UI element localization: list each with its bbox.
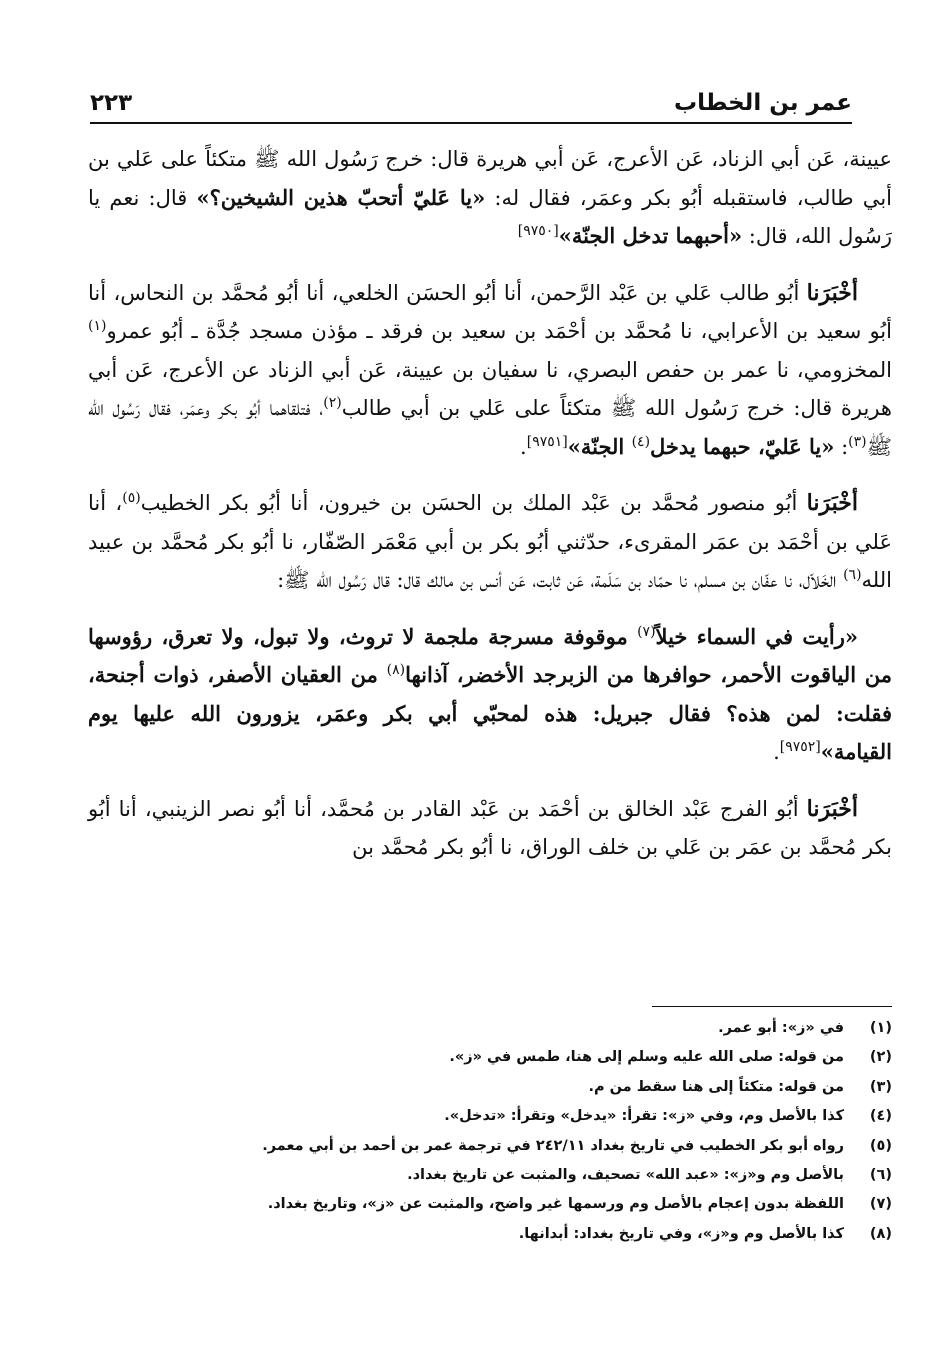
text-run: أبُو منصور مُحمَّد بن عَبْد الملك بن الحسَن بن خيرون، أنا أبُو بكر الخطيب [140,491,807,515]
hadith-number: [٩٧٥٢] [779,739,821,755]
hadith-quote: الجنّة» [567,433,632,459]
footnote-number: (٨) [869,1225,892,1242]
text-run: . [520,434,527,459]
paragraph-2 [88,274,892,467]
footnote [88,1014,892,1043]
footnote-marker: (١) [88,318,107,334]
footnote [88,1190,892,1219]
footnote [88,1220,892,1249]
footnote-marker: (٣) [848,433,867,450]
chain-opener: أخْبَرَنا [806,490,858,516]
page-header [90,72,852,124]
text-run: عيينة، عَن أبي الزناد، عَن الأعرج، عَن أبي هريرة قال: خرج رَسُول الله ﷺ متكئاً على عَلي بن أبي طالب، فاستقبله أبُو بكر وعمَر، فقال له: [88,147,892,210]
footnote-marker: (٥) [122,490,141,506]
footnote-marker: (٦) [843,567,862,583]
text-run: الخَلاّل، نا عفّان بن مسلم، نا حمّاد بن سَلَمة، عَن ثابت، عَن أنس بن مالك قال: قال رَسُول الله ﷺ: [277,568,844,592]
footnote-text: اللفظة بدون إعجام بالأصل وم ورسمها غير واضح، والمثبت عن «ز»، وتاريخ بغداد. [267,1196,844,1213]
page-number: ٢٢٣ [90,90,133,116]
main-text [88,140,892,885]
footnote-text: من قوله: متكئاً إلى هنا سقط من م. [588,1078,844,1095]
text-run: : [834,434,849,459]
footnote-marker: (٢) [323,395,342,411]
text-run: ، أنا عَلي بن أحْمَد بن عمَر المقرىء، حدّثني أبُو بكر بن أبي مَعْمَر الصّفّار، نا أبُو بكر مُحمَّد بن عبيد الله [88,491,892,592]
paragraph-5 [88,790,892,867]
footnote [88,1043,892,1072]
footnote-number: (٣) [869,1078,892,1095]
text-run: أبُو الفرج عَبْد الخالق بن أحْمَد بن عَبْد القادر بن مُحمَّد، أنا أبُو نصر الزينبي، أنا أبُو بكر مُحمَّد بن عمَر بن عَلي بن خلف الوراق، نا أبُو بكر مُحمَّد بن [88,796,892,859]
footnote-marker: (٤) [631,433,651,450]
footnote-text: بالأصل وم و«ز»: «عبد الله» تصحيف، والمثبت عن تاريخ بغداد. [407,1167,844,1184]
text-run: قال: نعم يا رَسُول الله، قال: [88,185,892,248]
footnote [88,1161,892,1190]
footnote-number: (١) [869,1020,892,1036]
footnote-number: (٤) [869,1108,892,1125]
footnote [88,1132,892,1161]
footnote-text: رواه أبو بكر الخطيب في تاريخ بغداد ٢٤٢/١١ في ترجمة عمر بن أحمد بن أبي معمر. [262,1137,844,1154]
footnote [88,1073,892,1102]
text-run: . [773,740,780,764]
text-run: ، فتلقاهما أبُو بكر وعمَر، فقال رَسُول الله ﷺ [88,396,892,459]
footnote-marker: (٧) [637,623,656,640]
footnote-marker: (٨) [386,662,406,678]
footnote-text: كذا بالأصل وم، وفي «ز»: تقرأ: «يدخل» وتقرأ: «تدخل». [444,1108,844,1125]
running-title: عمر بن الخطاب [673,90,852,116]
footnotes [88,1014,892,1249]
hadith-quote: «رأيت في السماء خيلاً [655,623,858,649]
hadith-number: [٩٧٥٠] [517,223,559,239]
chain-opener: أخْبَرَنا [806,795,858,822]
footnote-separator [652,1006,892,1007]
footnote-text: في «ز»: أبو عمر. [718,1020,844,1036]
chain-opener: أخْبَرَنا [806,279,858,306]
hadith-quote: «يا عَليّ أتحبّ هذين الشيخين؟» [196,184,486,210]
hadith-quote: من العقيان الأصفر، ذوات أجنحة، فقلت: لمن هذه؟ فقال جبريل: هذه لمحبّي أبي بكر وعمَر، يزورون الله عليها يوم القيامة» [88,662,892,764]
footnote-number: (٥) [869,1137,892,1154]
footnote [88,1102,892,1131]
paragraph-1 [88,140,892,256]
footnote-number: (٢) [869,1049,892,1066]
hadith-quote: «يا عَليّ، حبهما يدخل [650,433,835,459]
hadith-number: [٩٧٥١] [526,433,568,450]
text-run: المخزومي، نا عمر بن حفص البصري، نا سفيان بن عيينة، عَن أبي الزناد عن الأعرج، عَن أبي هريرة قال: خرج رَسُول الله ﷺ متكئاً على عَلي بن أبي طالب [88,357,892,420]
text-run: أبُو طالب عَلي بن عَبْد الرَّحمن، أنا أبُو الحسَن الخلعي، أنا أبُو مُحمَّد بن النحاس، أنا أبُو سعيد بن الأعرابي، نا مُحمَّد بن أحْمَد بن سعيد بن فرقد ـ مؤذن مسجد جُدَّة ـ أبُو عمرو [88,280,892,343]
footnote-number: (٦) [869,1167,892,1184]
footnote-text: كذا بالأصل وم و«ز»، وفي تاريخ بغداد: أبدانها. [518,1225,844,1242]
footnote-number: (٧) [869,1196,892,1213]
hadith-quote: «أحبهما تدخل الجنّة» [558,223,743,248]
hadith-quote: موقوفة مسرجة ملجمة لا تروث، ولا تبول، ولا تعرق، رؤوسها من الياقوت الأحمر، حوافرها من الزبرجد الأخضر، آذانها [88,623,893,687]
footnote-text: من قوله: صلى الله عليه وسلم إلى هنا، طمس في «ز». [449,1049,844,1066]
paragraph-4 [88,618,892,772]
paragraph-3 [88,484,892,600]
